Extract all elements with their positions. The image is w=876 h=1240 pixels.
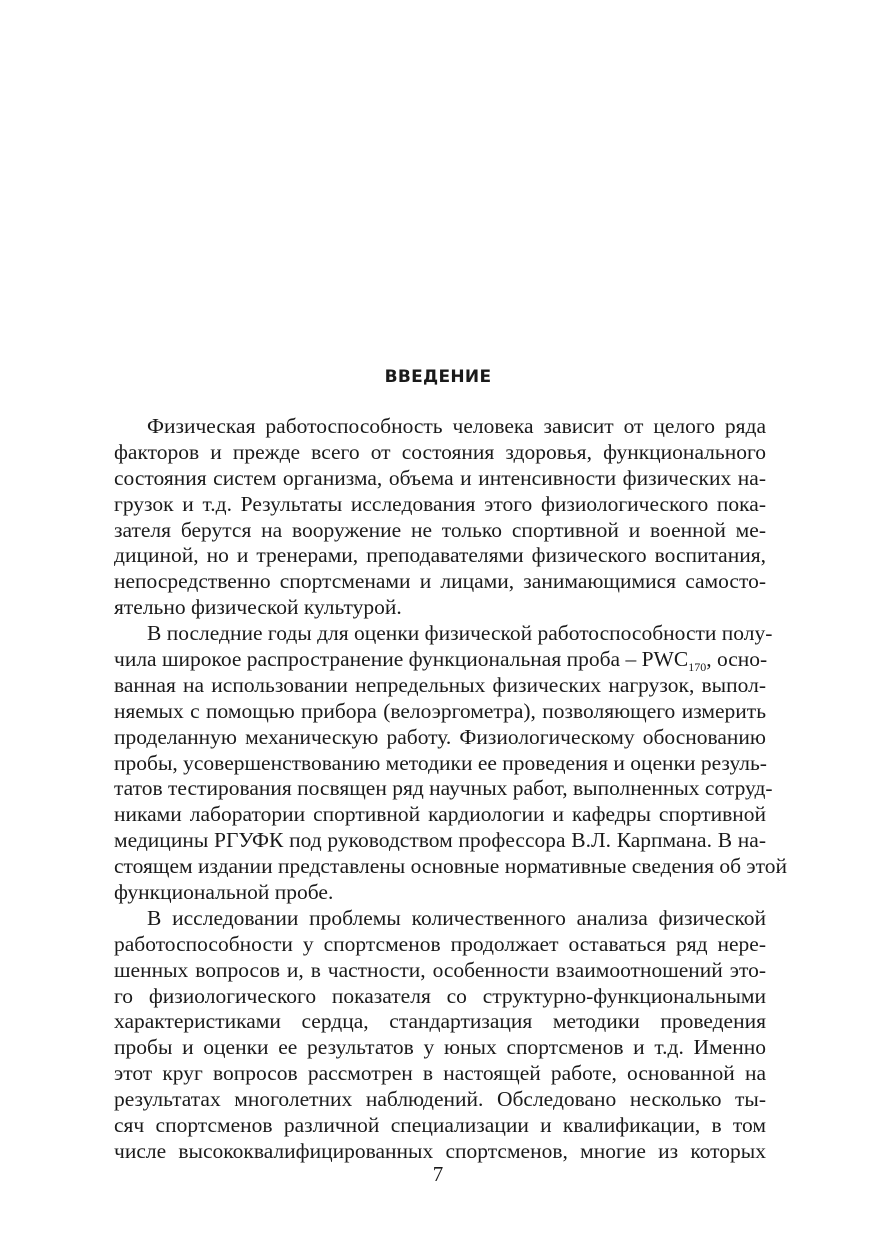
text-line: татов тестирования посвящен ряд научных работ, выполненных сотруд-	[114, 776, 773, 801]
text-line: результатах многолетних наблюдений. Обследовано несколько ты-	[114, 1087, 766, 1112]
text-line: В исследовании проблемы количественного анализа физической	[147, 905, 766, 930]
paragraph	[114, 621, 788, 906]
text-line: ванная на использовании непредельных физических нагрузок, выпол-	[114, 672, 766, 697]
text-line: работоспособности у спортсменов продолжает оставаться ряд нере-	[114, 931, 766, 956]
text-line: проделанную механическую работу. Физиологическому обоснованию	[114, 724, 766, 749]
text-line: характеристиками сердца, стандартизация методики проведения	[114, 1009, 766, 1034]
text-line: зателя берутся на вооружение не только спортивной и военной ме-	[114, 517, 766, 542]
paragraph	[114, 414, 766, 621]
text-line: этот круг вопросов рассмотрен в настоящей работе, основанной на	[114, 1061, 766, 1086]
text-line: непосредственно спортсменами и лицами, занимающимися самосто-	[114, 569, 766, 594]
text-line	[114, 647, 766, 673]
text-line: факторов и прежде всего от состояния здоровья, функционального	[114, 439, 766, 464]
text-line: няемых с помощью прибора (велоэргометра), позволяющего измерить	[114, 698, 766, 723]
text-line: пробы и оценки ее результатов у юных спортсменов и т.д. Именно	[114, 1035, 766, 1060]
text-line: грузок и т.д. Результаты исследования этого физиологического пока-	[114, 491, 766, 516]
text-line: никами лаборатории спортивной кардиологии и кафедры спортивной	[114, 802, 766, 827]
text-line: сяч спортсменов различной специализации и квалификации, в том	[114, 1113, 766, 1138]
text-line: пробы, усовершенствованию методики ее проведения и оценки резуль-	[114, 750, 767, 775]
text-line: дициной, но и тренерами, преподавателями физического воспитания,	[114, 543, 766, 568]
text-line: Физическая работоспособность человека зависит от целого ряда	[147, 414, 766, 438]
text-fragment: , осно-	[706, 647, 768, 672]
text-line: ятельно физической культурой.	[114, 595, 402, 620]
text-line: шенных вопросов и, в частности, особенности взаимоотношений это-	[114, 957, 766, 982]
subscript: 170	[688, 660, 707, 675]
text-line: В последние годы для оценки физической работоспособности полу-	[147, 621, 773, 646]
page-number: 7	[432, 1162, 444, 1186]
text-line: состояния систем организма, объема и интенсивности физических на-	[114, 465, 766, 490]
text-line: стоящем издании представлены основные нормативные сведения об этой	[114, 854, 788, 879]
text-line: медицины РГУФК под руководством профессора В.Л. Карпмана. В на-	[114, 828, 766, 853]
page-title: ВВЕДЕНИЕ	[384, 367, 492, 387]
text-fragment: чила широкое распространение функциональная проба – PWC	[114, 647, 689, 672]
paragraph	[114, 906, 766, 1165]
text-line: числе высококвалифицированных спортсменов, многие из которых	[114, 1138, 766, 1163]
text-line: функциональной пробе.	[114, 880, 334, 905]
text-line: го физиологического показателя со структурно-функциональными	[114, 983, 766, 1008]
body-text	[114, 414, 788, 1165]
